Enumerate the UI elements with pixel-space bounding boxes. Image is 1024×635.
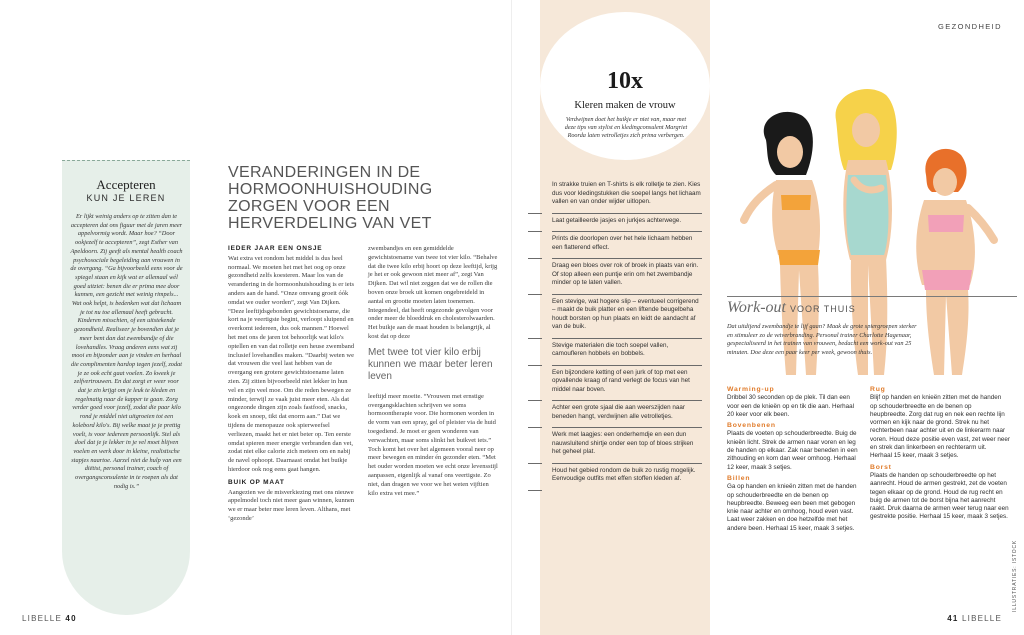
- right-page: [512, 0, 1024, 635]
- exercise-text: Ga op handen en knieën zitten met de handen op schouderbreedte en de benen op heupbreedte. Beweeg een been met gebogen knie naar achter en omhoog, houd even vast. Laat weer zakken en doe hetzelfde met het andere been. Herhaal 15 keer, maak 3 setjes.: [727, 483, 857, 532]
- exercise-title: Bovenbenen: [727, 422, 776, 430]
- sidebar-subtitle: KUN JE LEREN: [86, 193, 166, 203]
- exercise-text: Plaats de handen op schouderbreedte op het aanrecht. Houd de armen gestrekt, zet de voeten tegen elkaar op de grond. Houd de rug recht en buig de armen tot de borst bijna het aanrecht raakt. Druk daarna de armen weer terug naar een gestrekte positie. Herhaal 15 keer, maak 3 setjes.: [870, 471, 1009, 521]
- tip-item: Een stevige, wat hogere slip – eventueel corrigerend – maakt de buik platter en een liftende beugelbeha houdt borsten op hun plaats en leidt de aandacht af van de buik.: [552, 295, 702, 339]
- subhead-ieder-jaar: IEDER JAAR EEN ONSJE: [228, 245, 323, 252]
- article-heading: VERANDERINGEN IN DE HORMOONHUISHOUDING ZORGEN VOOR EEN HERVERDELING VAN VET: [228, 164, 433, 232]
- page-number: 40: [65, 614, 77, 623]
- paragraph: Aangezien we de misverkiezing met ons nieuwe appelmodel toch niet meer gaan winnen, kunnen we er maar beter mee leren leven. Althans, met ‘gezonde’: [228, 488, 355, 522]
- paragraph: Wat extra vet rondom het middel is dus heel normaal. We moeten het met het oog op onze gezondheid zelfs koesteren. Maar los van de verandering in de hormoonhuishouding is er iets anders aan de hand. “Onze omvang groeit óók omdat we ouder worden”, zegt Van Dijken. “Deze leeftijdsgebonden gewichtstoename, die kort na je veertigste begint, verloopt sluipend en overkomt iedereen, dus ook mannen.” Hoewel het met ons de jaren tot behoorlijk wat kilo's optellen en van dat rolletje een heuse zwemband inclusief lovehandles maken. “Daarbij weten we dat vrouwen die veel last hebben van de overgang een grotere gewichtstoename laten zien. Zij zitten bijvoorbeeld niet lekker in hun vel en zijn veel moe. Om die reden bewegen ze minder, terwijl ze vaak juist meer eten. Als dat ongezonde dingen zijn zoals fastfood, snacks, koek en snoep, tikt dat enorm aan.” Dat we tijdens de menopauze ook spierweefsel verliezen, maakt het er niet beter op. Ten eerste omdat spieren meer energie verbranden dan vet, zodat niet elke calorie zich meteen om en nabij de navel ophoopt. Daarnaast omdat het buikje hierdoor ook nog eens gaat hangen.: [228, 254, 355, 473]
- tip-item: In strakke truien en T-shirts is elk rolletje te zien. Kies dus voor kledingstukken die soepel langs het lichaam vallen en van onder wijder uitlopen.: [552, 178, 702, 214]
- paragraph: zwembandjes en een gemiddelde gewichtstoename van twee tot vier kilo. “Behalve dat die twee kilo erbij hoort op deze leeftijd, krijg je het er ook gewoon niet meer af”, zegt Van Dijken. Dat wil niet zeggen dat we de rollen die boven onze broek uit komen ongebreideld in aantal en grootte moeten laten toenemen. Integendeel, dat heeft ongezonde gevolgen voor onder meer de bloeddruk en cholesterolwaarden. Het buikje aan de maat houden is belangrijk, al kost dat op deze: [368, 245, 498, 340]
- tip-item: Werk met laagjes: een onderhemdje en een dun nauwsluitend shirtje onder een top of bloes strijken het geheel plat.: [552, 428, 702, 464]
- paragraph: leeftijd meer moeite. “Vrouwen met ernstige overgangsklachten schrijven we soms hormoontherapie voor. Die hormonen worden in de vorm van een spray, gel of pleister via de huid toegediend. Je moet er geen wonderen van verwachten, maar soms slinkt het buikvet iets.” Toch komt het over het algemeen vooral neer op meer bewegen en minder én gezonder eten. “Met het ouder worden moeten we echt onze levensstijl aanpassen, eigenlijk al vanaf ons veertigste. Zo niet, dan dragen we voor we het weten vijftien kilo extra vet mee.”: [368, 392, 498, 497]
- sidebar-body: Er lijkt weinig anders op te zitten dan te accepteren dat ons figuur met de jaren meer appelvormig wordt. Maar hoe? “Door ookjezelf te accepteren”, zegt Esther van Apeldoorn. Zij geeft als mental health coach psychosociale begeleiding aan vrouwen in de overgang. “Ga bijvoorbeeld eens voor de spiegel staan en kijk wat er allemaal wél goed uitziet: benen die er prima mee door kunnen, een gezicht met weinig rimpels... Wat ook helpt, is bedenken wat dat lichaam je tot nu toe allemaal heeft gebracht. Kinderen misschien, of een uitstekende gezondheid. Realiseer je bovendien dat je meer bent dan dat zwembandje of die lovehandles. Vraag anderen eens wat zij mooi en bijzonder aan je vinden en herhaal die complimenten hardop tegen jezelf, zodat je ze ook echt gaat voelen. Zo kweek je zelfvertrouwen. En dat zorgt er weer voor dat je zin krijgt om je leuk te kleden en regelmatig naar de kapper te gaan. Zorg verder goed voor jezelf, zodat die paar kilo rond je middel niet uitgroeien tot een kolebord kilo's. Bij welke maat je je prettig voelt, is voor iedereen persoonlijk. Stel als doel dat je je lekker in je vel moet blijven voelen en werk door in kleine, realistische stapjes naartoe. Aarzel niet de hulp van een diëtist, personal trainer, coach of overgangsconsulente in te roepen als dat nodig is.”: [70, 213, 183, 490]
- exercise-title: Rug: [870, 386, 886, 393]
- box-number: 10x: [607, 68, 643, 94]
- tip-item: Laat getailleerde jasjes en jurkjes achterwege.: [552, 214, 702, 233]
- workout-title-suffix: VOOR THUIS: [789, 304, 856, 314]
- workout-heading: [727, 296, 1017, 317]
- exercise-title: Borst: [870, 463, 892, 471]
- sidebar-title: Accepteren: [96, 177, 156, 192]
- folio-left: [22, 614, 77, 623]
- box-title: Kleren maken de vrouw: [574, 100, 676, 111]
- tip-item: Draag een bloes over rok of broek in plaats van erin. Of stop alleen een puntje erin om het zwembandje minder op te laten vallen.: [552, 259, 702, 295]
- magazine-name: LIBELLE: [22, 614, 62, 623]
- exercise-text: Dribbel 30 seconden op de plek. Til dan een voor een de knieën op en tik die aan. Herhaal 20 keer voor elk been.: [727, 394, 855, 418]
- article-column-1: [228, 245, 356, 528]
- tip-item: Houd het gebied rondom de buik zo rustig mogelijk. Eenvoudige outfits met effen stoffen kleden af.: [552, 464, 702, 490]
- exercise-title: Billen: [727, 474, 751, 482]
- tip-item: Stevige materialen die toch soepel vallen, camoufleren hobbels en bobbels.: [552, 339, 702, 366]
- magazine-name: LIBELLE: [962, 614, 1002, 623]
- exercise-title: Warming-up: [727, 386, 775, 393]
- pull-quote: Met twee tot vier kilo erbij kunnen we maar beter leren leven: [368, 346, 493, 382]
- box-intro: Verdwijnen doet het buikje er niet van, maar met deze tips van stylist en kledingconsulent Margriet Roorda laten vetrolletjes zich prima verbergen.: [564, 116, 688, 139]
- exercise-text: Blijf op handen en knieën zitten met de handen op schouderbreedte en de benen op heupbreedte. Zorg dat rug en nek een rechte lijn vormen en kijk naar de grond. Strek nu het rechterbeen naar achter uit en de linkerarm naar voren. Houd deze positie even vast, zet weer neer en strek dan linkerbeen en rechterarm uit. Herhaal 15 keer, maak 3 setjes.: [870, 394, 1011, 460]
- workout-intro: Dat uitdijend zwembandje te lijf gaan? Maak de grote spiergroepen sterker en stimuleer zo de vetverbranding. Personal trainer Charlotte Hagenaar, gespecialiseerd in het trainen van vrouwen, bedacht een work-out van 25 minuten. Doe deze een paar keer per week, gewoon thuis.: [727, 323, 917, 356]
- accepteren-sidebar: [62, 160, 190, 615]
- illustration-credit: ILLUSTRATIES: ISTOCK: [1012, 540, 1018, 612]
- tip-item: Een bijzondere ketting of een jurk of top met een opvallende kraag of rand verlegt de focus van het middel naar boven.: [552, 366, 702, 402]
- workout-title-main: Work-out: [727, 299, 786, 316]
- page-number: 41: [947, 614, 959, 623]
- subhead-buik-op-maat: BUIK OP MAAT: [228, 478, 285, 486]
- woman-right-figure: [916, 149, 994, 375]
- tip-item: Prints die doorlopen over het hele lichaam hebben een flatterend effect.: [552, 232, 702, 259]
- tips-list: [552, 178, 702, 490]
- workout-title: [727, 299, 1017, 317]
- section-label: GEZONDHEID: [937, 22, 1002, 31]
- tip-item: Achter een grote sjaal die aan weerszijden naar beneden hangt, verdwijnen alle vetrolletjes.: [552, 401, 702, 428]
- exercise-text: Plaats de voeten op schouderbreedte. Buig de knieën licht. Strek de armen naar voren en leg de handen op elkaar. Zak naar beneden in een zithouding en kom dan weer omhoog. Herhaal 12 keer, maak 3 setjes.: [727, 430, 858, 471]
- workout-column-2: [870, 384, 1010, 525]
- workout-column-1: [727, 384, 862, 536]
- folio-right: [947, 614, 1002, 623]
- article-column-2: [368, 245, 498, 502]
